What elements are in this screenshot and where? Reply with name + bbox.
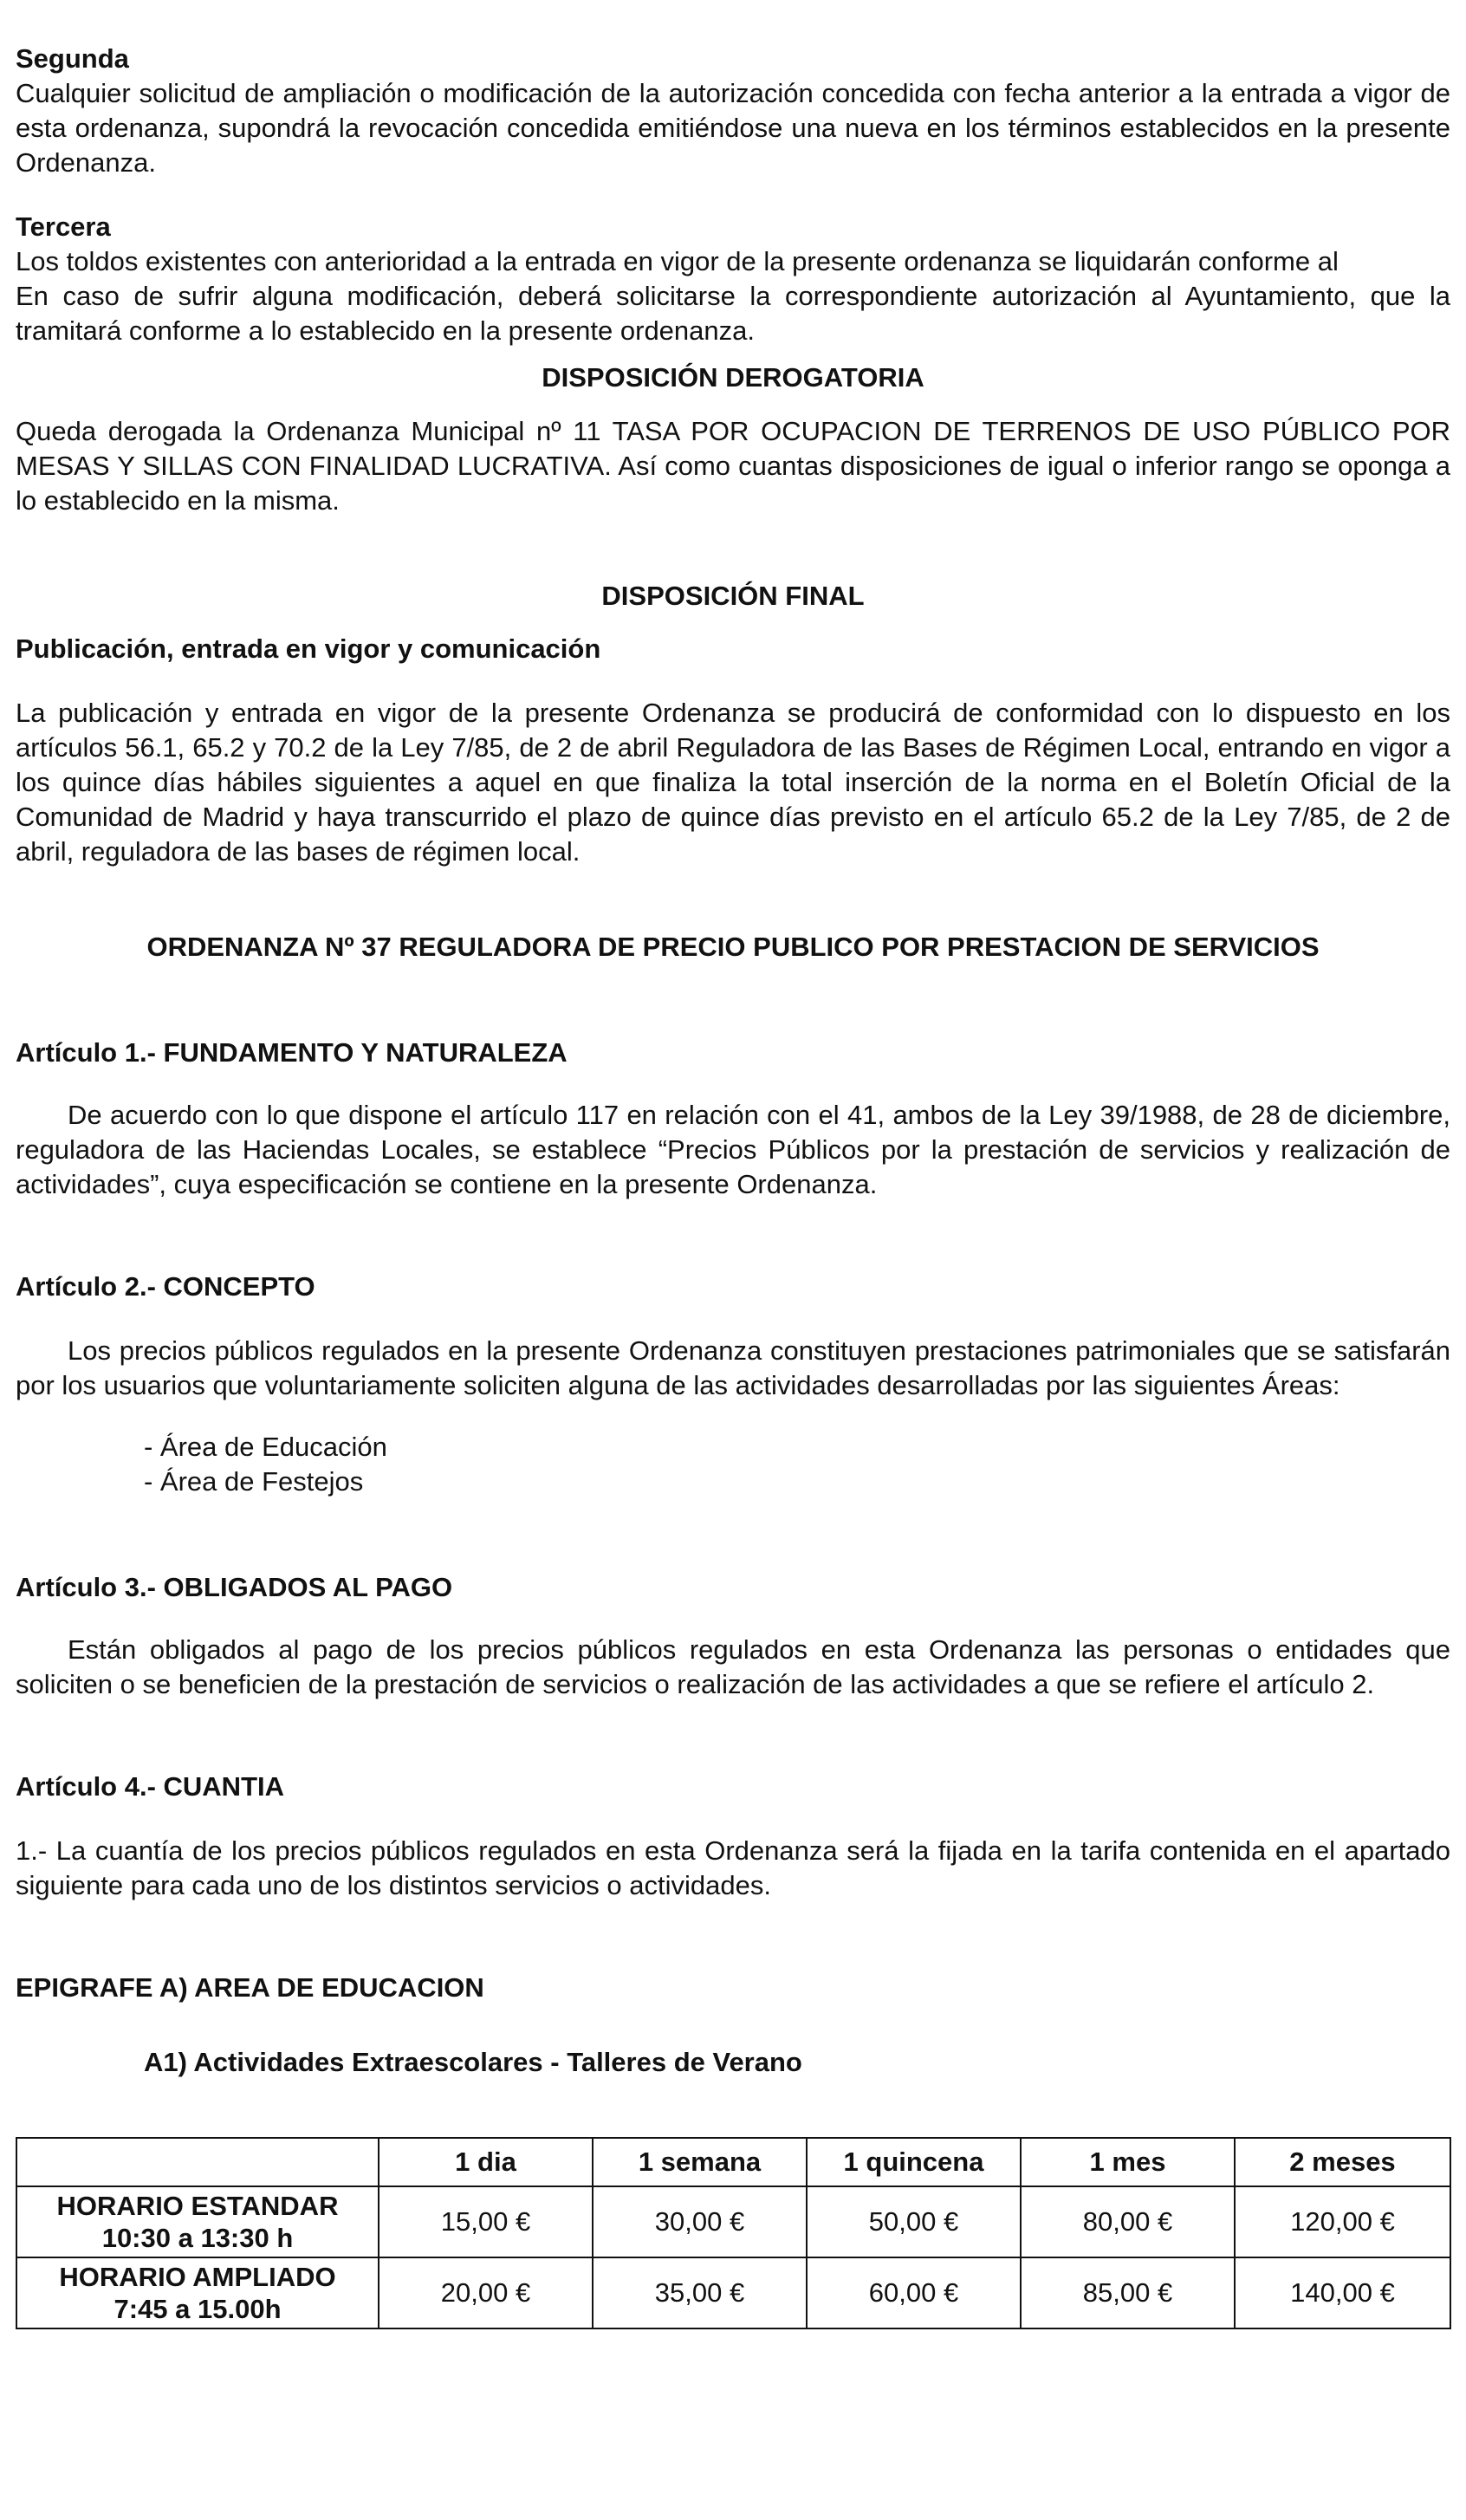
tarifa-table xyxy=(16,2137,1451,2329)
row-label xyxy=(16,2186,379,2257)
articulo-2-paragraph: Los precios públicos regulados en la presente Ordenanza constituyen prestaciones patrimoniales que se satisfarán por los usuarios que voluntariamente soliciten alguna de las actividades desarrolladas por las siguientes Áreas: xyxy=(16,1335,1450,1400)
row-label-line-2: 7:45 a 15.00h xyxy=(114,2294,282,2324)
column-header: 1 quincena xyxy=(807,2138,1021,2186)
price-cell: 50,00 € xyxy=(807,2186,1021,2257)
row-label-line-2: 10:30 a 13:30 h xyxy=(101,2223,294,2253)
row-label xyxy=(16,2257,379,2328)
articulo-2-heading: Artículo 2.- CONCEPTO xyxy=(16,1271,315,1302)
derogatoria-title: DISPOSICIÓN DEROGATORIA xyxy=(542,362,924,393)
price-cell: 30,00 € xyxy=(593,2186,807,2257)
table-row xyxy=(16,2257,1450,2328)
articulo-1-heading: Artículo 1.- FUNDAMENTO Y NATURALEZA xyxy=(16,1037,568,1068)
table-row xyxy=(16,2186,1450,2257)
tercera-line-rest: En caso de sufrir alguna modificación, deberá solicitarse la correspondiente autorización al Ayuntamiento, que la tramitará conforme a lo establecido en la presente ordenanza. xyxy=(16,281,1450,346)
final-subheading: Publicación, entrada en vigor y comunicación xyxy=(16,633,601,664)
price-cell: 15,00 € xyxy=(379,2186,593,2257)
section-heading-tercera: Tercera xyxy=(16,211,111,242)
row-label-line-1: HORARIO AMPLIADO xyxy=(59,2262,336,2292)
price-cell: 60,00 € xyxy=(807,2257,1021,2328)
list-item: - Área de Festejos xyxy=(144,1466,364,1497)
price-cell: 140,00 € xyxy=(1235,2257,1450,2328)
column-header xyxy=(16,2138,379,2186)
final-title: DISPOSICIÓN FINAL xyxy=(601,581,865,611)
segunda-paragraph: Cualquier solicitud de ampliación o modificación de la autorización concedida con fecha anterior a la entrada a vigor de esta ordenanza, supondrá la revocación concedida emitiéndose una nueva en los términos establecidos en la presente Ordenanza. xyxy=(16,78,1450,178)
tercera-line-1: Los toldos existentes con anterioridad a la entrada en vigor de la presente ordenanza se liquidarán conforme al xyxy=(16,246,1339,276)
section-heading-segunda: Segunda xyxy=(16,43,129,74)
column-header: 1 semana xyxy=(593,2138,807,2186)
areas-list xyxy=(16,1430,1450,1499)
articulo-4-heading: Artículo 4.- CUANTIA xyxy=(16,1771,284,1802)
articulo-3-paragraph: Están obligados al pago de los precios públicos regulados en esta Ordenanza las personas o entidades que soliciten o se beneficien de la prestación de servicios o realización de las actividades a que se refiere el artículo 2. xyxy=(16,1634,1450,1699)
epigrafe-subtitle: A1) Actividades Extraescolares - Talleres de Verano xyxy=(144,2047,802,2077)
price-cell: 85,00 € xyxy=(1021,2257,1235,2328)
price-cell: 80,00 € xyxy=(1021,2186,1235,2257)
derogatoria-paragraph: Queda derogada la Ordenanza Municipal nº 11 TASA POR OCUPACION DE TERRENOS DE USO PÚBLICO POR MESAS Y SILLAS CON FINALIDAD LUCRATIVA. Así como cuantas disposiciones de igual o inferior rango se oponga a lo establecido en la misma. xyxy=(16,416,1450,516)
column-header: 1 mes xyxy=(1021,2138,1235,2186)
column-header: 2 meses xyxy=(1235,2138,1450,2186)
column-header: 1 dia xyxy=(379,2138,593,2186)
ordenanza-title: ORDENANZA Nº 37 REGULADORA DE PRECIO PUBLICO POR PRESTACION DE SERVICIOS xyxy=(146,932,1320,962)
price-cell: 120,00 € xyxy=(1235,2186,1450,2257)
table-header-row xyxy=(16,2138,1450,2186)
tercera-paragraph xyxy=(16,244,1450,348)
document-page xyxy=(16,42,1450,2329)
list-item: - Área de Educación xyxy=(144,1432,387,1462)
epigrafe-title: EPIGRAFE A) AREA DE EDUCACION xyxy=(16,1972,484,2003)
row-label-line-1: HORARIO ESTANDAR xyxy=(56,2191,339,2221)
articulo-3-heading: Artículo 3.- OBLIGADOS AL PAGO xyxy=(16,1572,453,1602)
articulo-4-paragraph: 1.- La cuantía de los precios públicos regulados en esta Ordenanza será la fijada en la tarifa contenida en el apartado siguiente para cada uno de los distintos servicios o actividades. xyxy=(16,1835,1450,1900)
price-cell: 20,00 € xyxy=(379,2257,593,2328)
final-paragraph: La publicación y entrada en vigor de la presente Ordenanza se producirá de conformidad con lo dispuesto en los artículos 56.1, 65.2 y 70.2 de la Ley 7/85, de 2 de abril Reguladora de las Bases de Régimen Local, entrando en vigor a los quince días hábiles siguientes a aquel en que finaliza la total inserción de la norma en el Boletín Oficial de la Comunidad de Madrid y haya transcurrido el plazo de quince días previsto en el artículo 65.2 de la Ley 7/85, de 2 de abril, reguladora de las bases de régimen local. xyxy=(16,698,1450,867)
articulo-1-paragraph: De acuerdo con lo que dispone el artículo 117 en relación con el 41, ambos de la Ley 39/1988, de 28 de diciembre, reguladora de las Haciendas Locales, se establece “Precios Públicos por la prestación de servicios y realización de actividades”, cuya especificación se contiene en la presente Ordenanza. xyxy=(16,1100,1450,1199)
price-cell: 35,00 € xyxy=(593,2257,807,2328)
